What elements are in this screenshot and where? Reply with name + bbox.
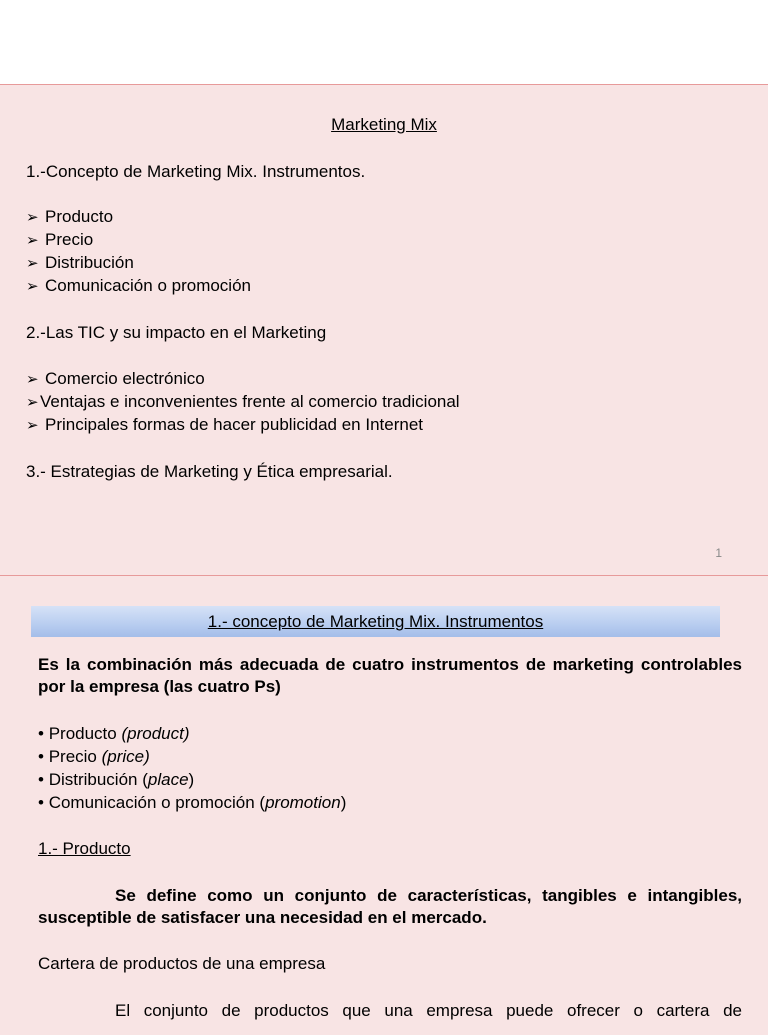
arrow-bullet-icon: ➢ xyxy=(26,371,39,388)
list-item-label: Producto xyxy=(45,207,114,226)
list-item xyxy=(26,392,460,413)
cartera-text: El conjunto de productos que una empresa puede ofrecer o cartera de xyxy=(115,1001,742,1020)
arrow-bullet-icon: ➢ xyxy=(26,417,39,434)
arrow-bullet-icon: ➢ xyxy=(26,209,39,226)
product-definition: Se define como un conjunto de características, tangibles e intangibles, susceptible de satisfacer una necesidad en el mercado. xyxy=(38,886,742,927)
cartera-heading: Cartera de productos de una empresa xyxy=(38,954,326,973)
section-banner xyxy=(31,606,720,637)
list-item-label: Distribución xyxy=(45,253,134,272)
slide-1 xyxy=(0,84,768,576)
slide-title: Marketing Mix xyxy=(331,115,437,134)
arrow-bullet-icon: ➢ xyxy=(26,278,39,295)
list-item: • Distribución (place) xyxy=(38,770,195,789)
banner-title: 1.- concepto de Marketing Mix. Instrumentos xyxy=(207,612,544,631)
list-item-label: Precio xyxy=(45,230,94,249)
definition-text: Es la combinación más adecuada de cuatro instrumentos de marketing controlables por la empresa (las cuatro Ps) xyxy=(38,655,742,696)
list-item-label: Comercio electrónico xyxy=(45,369,205,388)
section-heading-2: 2.-Las TIC y su impacto en el Marketing xyxy=(26,323,327,342)
list-item: • Comunicación o promoción (promotion) xyxy=(38,793,347,812)
list-item xyxy=(26,230,93,251)
slide-2 xyxy=(0,575,768,1035)
list-item: • Producto (product) xyxy=(38,724,190,743)
list-item xyxy=(26,207,113,228)
list-item-label: Principales formas de hacer publicidad en Internet xyxy=(45,415,423,434)
section-heading-3: 3.- Estrategias de Marketing y Ética empresarial. xyxy=(26,462,393,481)
list-item xyxy=(26,369,205,390)
list-item-label: Comunicación o promoción xyxy=(45,276,251,295)
list-item-label: Ventajas e inconvenientes frente al comercio tradicional xyxy=(40,392,460,411)
arrow-bullet-icon: ➢ xyxy=(26,255,39,272)
page-number: 1 xyxy=(715,546,722,560)
arrow-bullet-icon: ➢ xyxy=(26,232,39,249)
list-item xyxy=(26,415,423,436)
list-item: • Precio (price) xyxy=(38,747,150,766)
list-item xyxy=(26,253,134,274)
section-heading-1: 1.-Concepto de Marketing Mix. Instrumentos. xyxy=(26,162,366,181)
subheading-producto: 1.- Producto xyxy=(38,839,131,858)
list-item xyxy=(26,276,251,297)
arrow-bullet-icon: ➢ xyxy=(26,394,39,411)
